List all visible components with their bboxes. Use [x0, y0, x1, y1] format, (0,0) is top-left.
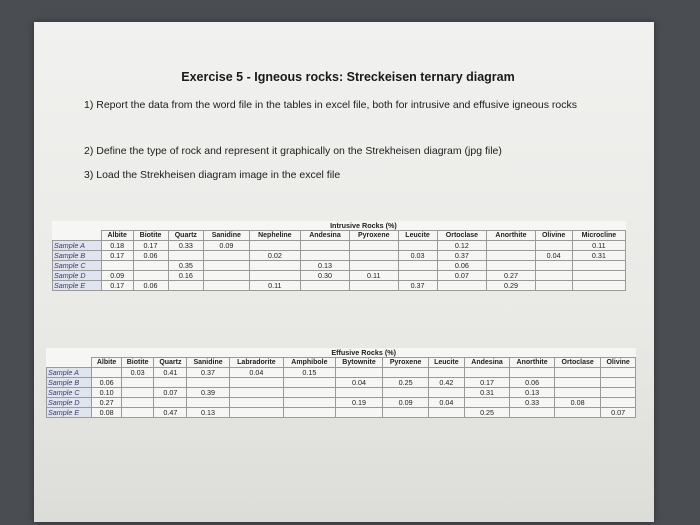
table-cell[interactable] [121, 388, 154, 398]
column-header: Microcline [572, 231, 625, 241]
table-row [53, 281, 626, 291]
table-cell[interactable] [92, 368, 121, 378]
table-cell[interactable]: 0.37 [398, 281, 437, 291]
table-cell[interactable] [572, 261, 625, 271]
table-cell[interactable] [510, 408, 555, 418]
table-cell[interactable] [555, 408, 601, 418]
table-cell[interactable]: 0.12 [437, 241, 487, 251]
table-cell[interactable]: 0.17 [464, 378, 509, 388]
table-cell[interactable] [168, 251, 204, 261]
column-header: Nepheline [249, 231, 301, 241]
table-cell[interactable] [349, 251, 398, 261]
column-header: Sanidine [187, 358, 229, 368]
table-row [53, 251, 626, 261]
table-cell[interactable] [301, 281, 350, 291]
table-cell[interactable] [335, 388, 383, 398]
table-cell[interactable] [229, 388, 284, 398]
table-cell[interactable] [349, 241, 398, 251]
table-cell[interactable] [284, 398, 335, 408]
table-cell[interactable] [154, 398, 187, 408]
row-label: Sample D [47, 398, 92, 408]
table-cell[interactable] [510, 368, 555, 378]
table-cell[interactable] [487, 251, 535, 261]
column-header: Pyroxene [383, 358, 428, 368]
table-cell[interactable]: 0.13 [187, 408, 229, 418]
table-cell[interactable] [398, 271, 437, 281]
table-cell[interactable]: 0.31 [572, 251, 625, 261]
table-cell[interactable]: 0.27 [487, 271, 535, 281]
table-cell[interactable]: 0.39 [187, 388, 229, 398]
table-cell[interactable] [601, 398, 636, 408]
row-label: Sample A [47, 368, 92, 378]
table-cell[interactable] [204, 271, 249, 281]
table-cell[interactable]: 0.18 [101, 241, 133, 251]
table-cell[interactable]: 0.11 [349, 271, 398, 281]
table-cell[interactable] [601, 368, 636, 378]
table-cell[interactable] [204, 251, 249, 261]
table-cell[interactable]: 0.19 [335, 398, 383, 408]
table-cell[interactable] [121, 408, 154, 418]
column-header: Olivine [535, 231, 572, 241]
table-cell[interactable]: 0.16 [168, 271, 204, 281]
table-cell[interactable]: 0.13 [510, 388, 555, 398]
column-header: Bytownite [335, 358, 383, 368]
table-cell[interactable]: 0.25 [383, 378, 428, 388]
table-cell[interactable]: 0.17 [101, 281, 133, 291]
table-cell[interactable] [383, 408, 428, 418]
row-label: Sample C [47, 388, 92, 398]
table-cell[interactable]: 0.09 [204, 241, 249, 251]
table-cell[interactable] [121, 398, 154, 408]
table-cell[interactable]: 0.06 [92, 378, 121, 388]
column-header: Anorthite [487, 231, 535, 241]
header-row [53, 231, 626, 241]
table-cell[interactable] [428, 368, 464, 378]
table-cell[interactable]: 0.35 [168, 261, 204, 271]
row-label: Sample A [53, 241, 102, 251]
row-label: Sample E [47, 408, 92, 418]
row-label: Sample C [53, 261, 102, 271]
table-cell[interactable] [555, 378, 601, 388]
table-cell[interactable]: 0.33 [168, 241, 204, 251]
table-cell[interactable] [168, 281, 204, 291]
effusive-rocks-table [46, 348, 636, 418]
table-cell[interactable]: 0.09 [383, 398, 428, 408]
header-row [47, 358, 636, 368]
table-cell[interactable] [133, 261, 168, 271]
page-title: Exercise 5 - Igneous rocks: Streckeisen ternary diagram [181, 70, 515, 84]
table-cell[interactable] [398, 241, 437, 251]
table-cell[interactable]: 0.11 [572, 241, 625, 251]
table-row [53, 271, 626, 281]
table-cell[interactable] [349, 281, 398, 291]
row-label: Sample B [47, 378, 92, 388]
table-cell[interactable] [249, 241, 301, 251]
effusive-caption: Effusive Rocks (%) [331, 348, 397, 357]
table-cell[interactable]: 0.13 [301, 261, 350, 271]
table-cell[interactable]: 0.07 [437, 271, 487, 281]
table-cell[interactable] [383, 368, 428, 378]
table-cell[interactable] [572, 281, 625, 291]
table-cell[interactable]: 0.37 [437, 251, 487, 261]
table-cell[interactable] [229, 378, 284, 388]
table-cell[interactable] [437, 281, 487, 291]
table-row [47, 368, 636, 378]
table-cell[interactable] [535, 271, 572, 281]
table-row [53, 261, 626, 271]
column-header: Olivine [601, 358, 636, 368]
instruction-3: 3) Load the Strekheisen diagram image in the excel file [84, 169, 341, 181]
table-cell[interactable] [284, 378, 335, 388]
table-cell[interactable]: 0.42 [428, 378, 464, 388]
table-cell[interactable]: 0.10 [92, 388, 121, 398]
column-header: Quartz [154, 358, 187, 368]
table-cell[interactable] [335, 408, 383, 418]
table-cell[interactable] [121, 378, 154, 388]
column-header: Biotite [121, 358, 154, 368]
table-cell[interactable]: 0.03 [398, 251, 437, 261]
row-label: Sample B [53, 251, 102, 261]
table-cell[interactable] [555, 388, 601, 398]
table-cell[interactable]: 0.04 [229, 368, 284, 378]
table-row [47, 398, 636, 408]
intrusive-rocks-table [52, 221, 626, 291]
table-cell[interactable] [154, 378, 187, 388]
column-header: Biotite [133, 231, 168, 241]
table-cell[interactable]: 0.33 [510, 398, 555, 408]
table-row [47, 388, 636, 398]
table-caption-row [53, 221, 626, 231]
table-cell[interactable] [229, 398, 284, 408]
table-row [53, 241, 626, 251]
table-cell[interactable] [555, 368, 601, 378]
table-cell[interactable]: 0.09 [101, 271, 133, 281]
table-cell[interactable]: 0.47 [154, 408, 187, 418]
table-cell[interactable]: 0.07 [601, 408, 636, 418]
column-header: Anorthite [510, 358, 555, 368]
table-cell[interactable]: 0.25 [464, 408, 509, 418]
table-cell[interactable]: 0.08 [92, 408, 121, 418]
table-cell[interactable] [383, 388, 428, 398]
table-cell[interactable]: 0.07 [154, 388, 187, 398]
column-header: Labradorite [229, 358, 284, 368]
table-cell[interactable] [535, 281, 572, 291]
table-cell[interactable] [464, 398, 509, 408]
column-header: Ortoclase [437, 231, 487, 241]
table-cell[interactable]: 0.08 [555, 398, 601, 408]
table-cell[interactable] [187, 398, 229, 408]
column-header: Quartz [168, 231, 204, 241]
corner-cell [53, 231, 102, 241]
table-cell[interactable]: 0.15 [284, 368, 335, 378]
column-header: Leucite [428, 358, 464, 368]
instruction-1: 1) Report the data from the word file in the tables in excel file, both for intrusive and effusive igneous rocks [84, 99, 577, 111]
row-label: Sample D [53, 271, 102, 281]
table-cell[interactable]: 0.04 [428, 398, 464, 408]
column-header: Albite [101, 231, 133, 241]
table-cell[interactable] [487, 261, 535, 271]
column-header: Albite [92, 358, 121, 368]
table-cell[interactable]: 0.11 [249, 281, 301, 291]
table-cell[interactable]: 0.06 [510, 378, 555, 388]
table-cell[interactable] [428, 388, 464, 398]
table-cell[interactable] [335, 368, 383, 378]
table-cell[interactable]: 0.31 [464, 388, 509, 398]
table-cell[interactable]: 0.17 [133, 241, 168, 251]
table-cell[interactable] [249, 271, 301, 281]
row-label: Sample E [53, 281, 102, 291]
table-cell[interactable] [487, 241, 535, 251]
table-cell[interactable]: 0.27 [92, 398, 121, 408]
table-cell[interactable]: 0.41 [154, 368, 187, 378]
table-cell[interactable]: 0.29 [487, 281, 535, 291]
column-header: Andesina [301, 231, 350, 241]
table-row [47, 378, 636, 388]
table-cell[interactable]: 0.06 [133, 251, 168, 261]
table-cell[interactable]: 0.06 [437, 261, 487, 271]
instruction-2: 2) Define the type of rock and represent it graphically on the Strekheisen diagram (jpg file) [84, 145, 502, 157]
table-cell[interactable] [535, 261, 572, 271]
table-cell[interactable] [349, 261, 398, 271]
table-cell[interactable]: 0.06 [133, 281, 168, 291]
column-header: Pyroxene [349, 231, 398, 241]
column-header: Andesina [464, 358, 509, 368]
table-caption-row [47, 348, 636, 358]
corner-cell [47, 358, 92, 368]
table-cell[interactable]: 0.02 [249, 251, 301, 261]
table-cell[interactable] [204, 281, 249, 291]
table-cell[interactable] [187, 378, 229, 388]
table-cell[interactable]: 0.04 [335, 378, 383, 388]
table-cell[interactable] [249, 261, 301, 271]
table-cell[interactable]: 0.03 [121, 368, 154, 378]
table-cell[interactable]: 0.17 [101, 251, 133, 261]
table-cell[interactable] [301, 251, 350, 261]
column-header: Ortoclase [555, 358, 601, 368]
table-cell[interactable] [284, 388, 335, 398]
column-header: Sanidine [204, 231, 249, 241]
intrusive-caption: Intrusive Rocks (%) [330, 221, 397, 230]
table-cell[interactable] [428, 408, 464, 418]
table-cell[interactable]: 0.37 [187, 368, 229, 378]
column-header: Amphibole [284, 358, 335, 368]
column-header: Leucite [398, 231, 437, 241]
table-cell[interactable] [101, 261, 133, 271]
table-cell[interactable] [284, 408, 335, 418]
table-cell[interactable]: 0.04 [535, 251, 572, 261]
table-cell[interactable] [301, 241, 350, 251]
table-cell[interactable] [535, 241, 572, 251]
table-cell[interactable]: 0.30 [301, 271, 350, 281]
table-cell[interactable] [133, 271, 168, 281]
table-cell[interactable] [572, 271, 625, 281]
table-cell[interactable] [398, 261, 437, 271]
table-cell[interactable] [601, 388, 636, 398]
table-cell[interactable] [229, 408, 284, 418]
table-cell[interactable] [204, 261, 249, 271]
table-cell[interactable] [601, 378, 636, 388]
table-cell[interactable] [464, 368, 509, 378]
table-row [47, 408, 636, 418]
